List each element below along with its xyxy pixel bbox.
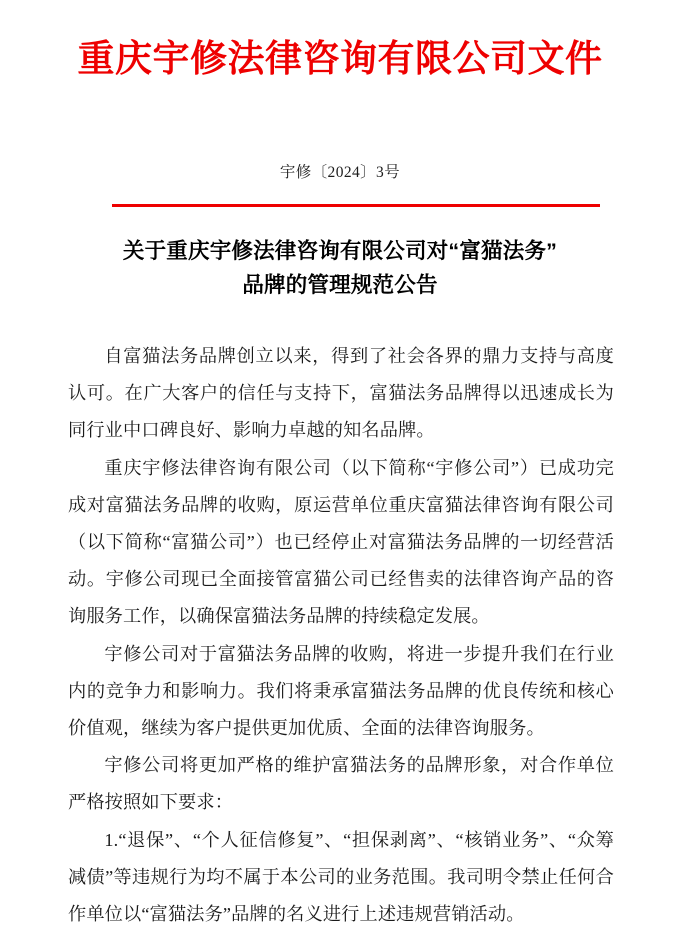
heading-line-2: 品牌的管理规范公告	[242, 273, 438, 297]
body-paragraph: 宇修公司将更加严格的维护富猫法务的品牌形象，对合作单位严格按照如下要求：	[68, 755, 614, 813]
masthead-title: 重庆宇修法律咨询有限公司文件	[77, 38, 603, 79]
document-heading	[68, 234, 612, 302]
body-list-item: 1.“退保”、“个人征信修复”、“担保剥离”、“核销业务”、“众筹减债”等违规行为均不属于本公司的业务范围。我司明令禁止任何合作单位以“富猫法务”品牌的名义进行上述违规营销活动。	[68, 829, 614, 925]
document-body	[68, 338, 614, 933]
masthead	[0, 34, 680, 84]
document-number-container	[0, 162, 680, 184]
body-paragraph: 自富猫法务品牌创立以来，得到了社会各界的鼎力支持与高度认可。在广大客户的信任与支持下，富猫法务品牌得以迅速成长为同行业中口碑良好、影响力卓越的知名品牌。	[68, 346, 614, 441]
document-number: 宇修〔2024〕3号	[279, 164, 401, 181]
red-divider-rule	[112, 204, 600, 207]
body-paragraph: 重庆宇修法律咨询有限公司（以下简称“宇修公司”）已成功完成对富猫法务品牌的收购，原运营单位重庆富猫法律咨询有限公司（以下简称“富猫公司”）也已经停止对富猫法务品牌的一切经营活动。宇修公司现已全面接管富猫公司已经售卖的法律咨询产品的咨询服务工作，以确保富猫法务品牌的持续稳定发展。	[68, 457, 614, 627]
heading-line-1: 关于重庆宇修法律咨询有限公司对“富猫法务”	[122, 239, 558, 263]
body-paragraph: 宇修公司对于富猫法务品牌的收购，将进一步提升我们在行业内的竞争力和影响力。我们将秉承富猫法务品牌的优良传统和核心价值观，继续为客户提供更加优质、全面的法律咨询服务。	[68, 643, 614, 739]
